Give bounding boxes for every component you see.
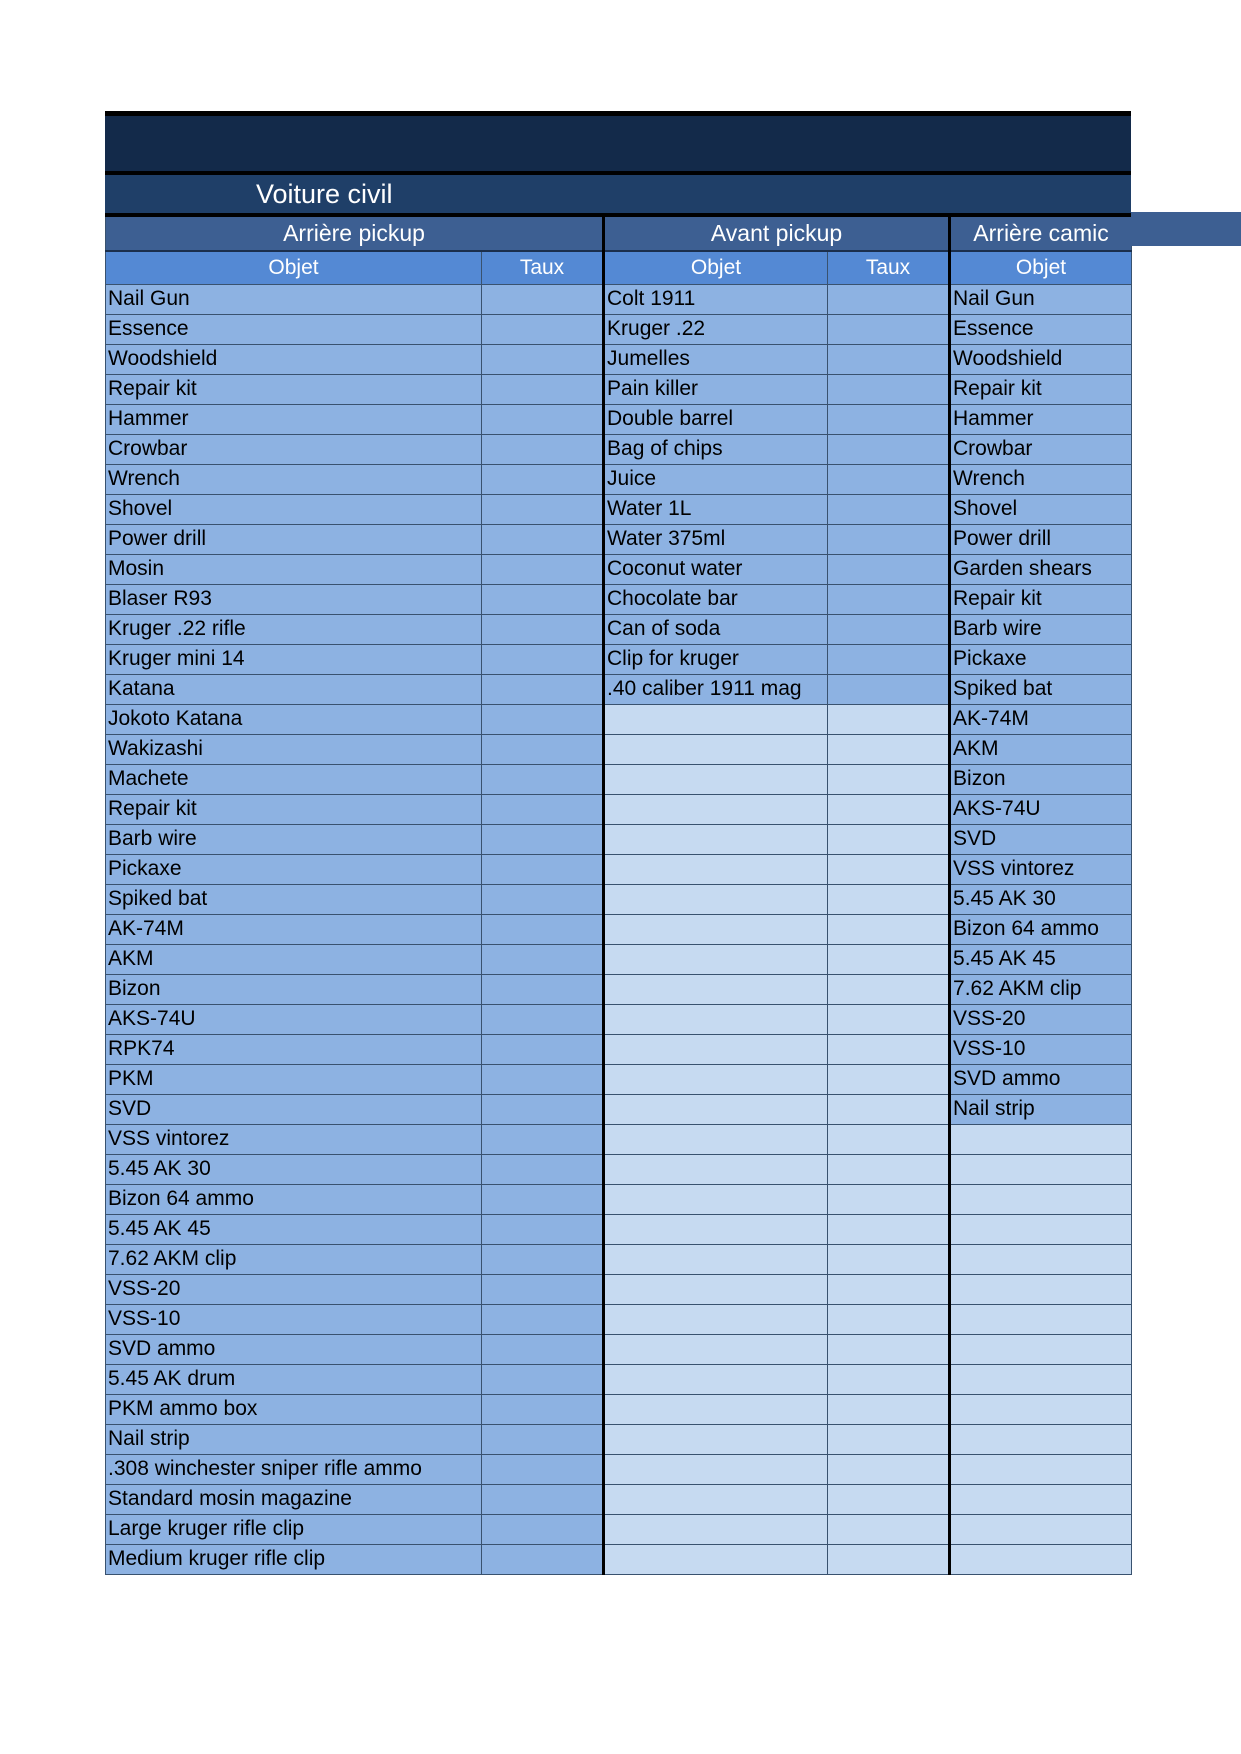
cell-objet[interactable] xyxy=(604,1214,828,1244)
cell-objet[interactable]: Coconut water xyxy=(604,554,828,584)
table-row xyxy=(106,974,1132,1004)
cell-objet[interactable] xyxy=(604,854,828,884)
cell-taux[interactable] xyxy=(482,284,604,314)
cell-objet[interactable] xyxy=(604,1124,828,1154)
column-header-objet[interactable]: Objet xyxy=(604,251,828,284)
cell-taux[interactable] xyxy=(482,1004,604,1034)
cell-taux[interactable] xyxy=(482,404,604,434)
cell-objet[interactable] xyxy=(950,1454,1132,1484)
cell-objet[interactable] xyxy=(604,1154,828,1184)
table-row xyxy=(106,1184,1132,1214)
cell-taux[interactable] xyxy=(828,1364,950,1394)
cell-objet[interactable]: Kruger .22 rifle xyxy=(106,614,482,644)
cell-objet[interactable]: Shovel xyxy=(950,494,1132,524)
table-row xyxy=(106,1514,1132,1544)
cell-taux[interactable] xyxy=(482,824,604,854)
cell-taux[interactable] xyxy=(482,1124,604,1154)
section-title-arriere-camion[interactable]: Arrière camic xyxy=(950,217,1132,251)
cell-objet[interactable]: Wakizashi xyxy=(106,734,482,764)
cell-objet[interactable] xyxy=(604,1454,828,1484)
loot-table xyxy=(105,217,1132,1575)
cell-taux[interactable] xyxy=(482,1394,604,1424)
cell-objet[interactable] xyxy=(604,1004,828,1034)
table-row xyxy=(106,1094,1132,1124)
cell-taux[interactable] xyxy=(482,1034,604,1064)
title-band xyxy=(105,116,1131,175)
cell-objet[interactable]: Nail Gun xyxy=(950,284,1132,314)
cell-objet[interactable]: Power drill xyxy=(950,524,1132,554)
cell-objet[interactable]: 5.45 AK 30 xyxy=(106,1154,482,1184)
cell-objet[interactable]: Nail Gun xyxy=(106,284,482,314)
cell-taux[interactable] xyxy=(482,1304,604,1334)
column-header-objet[interactable]: Objet xyxy=(106,251,482,284)
cell-taux[interactable] xyxy=(482,944,604,974)
cell-objet[interactable]: Hammer xyxy=(106,404,482,434)
cell-objet[interactable] xyxy=(950,1274,1132,1304)
table-row xyxy=(106,1064,1132,1094)
cell-taux[interactable] xyxy=(828,404,950,434)
cell-taux[interactable] xyxy=(482,584,604,614)
cell-objet[interactable]: Jumelles xyxy=(604,344,828,374)
cell-objet[interactable]: Nail strip xyxy=(106,1424,482,1454)
cell-objet[interactable] xyxy=(604,974,828,1004)
cell-objet[interactable]: Water 1L xyxy=(604,494,828,524)
cell-objet[interactable] xyxy=(604,1304,828,1334)
table-row xyxy=(106,344,1132,374)
table-row xyxy=(106,1454,1132,1484)
cell-objet[interactable]: Kruger mini 14 xyxy=(106,644,482,674)
cell-objet[interactable] xyxy=(604,824,828,854)
cell-objet[interactable]: Large kruger rifle clip xyxy=(106,1514,482,1544)
column-header-row xyxy=(106,251,1132,284)
cell-taux[interactable] xyxy=(482,884,604,914)
cell-objet[interactable]: .308 winchester sniper rifle ammo xyxy=(106,1454,482,1484)
cell-taux[interactable] xyxy=(828,314,950,344)
cell-taux[interactable] xyxy=(482,644,604,674)
table-row xyxy=(106,1304,1132,1334)
cell-objet[interactable]: PKM xyxy=(106,1064,482,1094)
cell-objet[interactable]: Mosin xyxy=(106,554,482,584)
cell-taux[interactable] xyxy=(828,1064,950,1094)
column-header-taux[interactable]: Taux xyxy=(828,251,950,284)
cell-objet[interactable]: Clip for kruger xyxy=(604,644,828,674)
table-row xyxy=(106,944,1132,974)
cell-objet[interactable]: VSS vintorez xyxy=(950,854,1132,884)
cell-objet[interactable]: Repair kit xyxy=(106,794,482,824)
cell-taux[interactable] xyxy=(482,854,604,884)
table-row xyxy=(106,854,1132,884)
cell-objet[interactable]: VSS vintorez xyxy=(106,1124,482,1154)
table-row xyxy=(106,1544,1132,1574)
table-row xyxy=(106,494,1132,524)
column-header-taux[interactable]: Taux xyxy=(482,251,604,284)
cell-taux[interactable] xyxy=(828,1094,950,1124)
section-title-avant-pickup[interactable]: Avant pickup xyxy=(604,217,950,251)
table-row xyxy=(106,404,1132,434)
cell-objet[interactable]: Nail strip xyxy=(950,1094,1132,1124)
cell-objet[interactable] xyxy=(604,794,828,824)
cell-objet[interactable]: Hammer xyxy=(950,404,1132,434)
cell-taux[interactable] xyxy=(482,794,604,824)
cell-taux[interactable] xyxy=(828,1154,950,1184)
cell-objet[interactable]: Bizon xyxy=(950,764,1132,794)
cell-taux[interactable] xyxy=(828,1484,950,1514)
cell-objet[interactable]: Woodshield xyxy=(106,344,482,374)
cell-objet[interactable]: Jokoto Katana xyxy=(106,704,482,734)
cell-taux[interactable] xyxy=(828,1454,950,1484)
cell-taux[interactable] xyxy=(828,434,950,464)
cell-objet[interactable]: Katana xyxy=(106,674,482,704)
section-header-row xyxy=(106,217,1132,251)
cell-objet[interactable] xyxy=(604,734,828,764)
cell-taux[interactable] xyxy=(828,884,950,914)
cell-objet[interactable]: 5.45 AK 45 xyxy=(106,1214,482,1244)
cell-objet[interactable]: SVD xyxy=(106,1094,482,1124)
cell-objet[interactable] xyxy=(604,1334,828,1364)
table-row xyxy=(106,704,1132,734)
cell-objet[interactable]: Garden shears xyxy=(950,554,1132,584)
table-row xyxy=(106,1334,1132,1364)
cell-objet[interactable] xyxy=(604,944,828,974)
cell-taux[interactable] xyxy=(482,524,604,554)
cell-objet[interactable]: Barb wire xyxy=(106,824,482,854)
cell-taux[interactable] xyxy=(828,854,950,884)
cell-objet[interactable] xyxy=(604,1364,828,1394)
cell-taux[interactable] xyxy=(482,674,604,704)
cell-taux[interactable] xyxy=(482,314,604,344)
cell-objet[interactable]: Crowbar xyxy=(106,434,482,464)
table-row xyxy=(106,374,1132,404)
cell-objet[interactable]: Essence xyxy=(106,314,482,344)
cell-objet[interactable]: SVD xyxy=(950,824,1132,854)
cell-objet[interactable] xyxy=(604,914,828,944)
cell-taux[interactable] xyxy=(828,494,950,524)
cell-objet[interactable] xyxy=(950,1424,1132,1454)
cell-objet[interactable] xyxy=(604,1514,828,1544)
cell-taux[interactable] xyxy=(828,734,950,764)
cell-taux[interactable] xyxy=(828,974,950,1004)
cell-objet[interactable] xyxy=(604,1544,828,1574)
cell-taux[interactable] xyxy=(482,614,604,644)
spreadsheet xyxy=(105,111,1131,1575)
cell-objet[interactable]: Standard mosin magazine xyxy=(106,1484,482,1514)
cell-objet[interactable]: PKM ammo box xyxy=(106,1394,482,1424)
table-row xyxy=(106,1244,1132,1274)
cell-objet[interactable] xyxy=(604,764,828,794)
cell-taux[interactable] xyxy=(482,554,604,584)
cell-taux[interactable] xyxy=(482,1214,604,1244)
cell-taux[interactable] xyxy=(828,1124,950,1154)
cell-objet[interactable] xyxy=(950,1244,1132,1274)
table-row xyxy=(106,1274,1132,1304)
cell-taux[interactable] xyxy=(482,1184,604,1214)
table-row xyxy=(106,914,1132,944)
cell-objet[interactable]: 5.45 AK 30 xyxy=(950,884,1132,914)
cell-objet[interactable]: Juice xyxy=(604,464,828,494)
cell-objet[interactable]: Colt 1911 xyxy=(604,284,828,314)
cell-objet[interactable]: Bizon 64 ammo xyxy=(950,914,1132,944)
table-row xyxy=(106,1154,1132,1184)
cell-taux[interactable] xyxy=(828,1214,950,1244)
cell-objet[interactable]: 7.62 AKM clip xyxy=(950,974,1132,1004)
cell-taux[interactable] xyxy=(482,434,604,464)
cell-taux[interactable] xyxy=(482,1274,604,1304)
cell-taux[interactable] xyxy=(828,614,950,644)
cell-objet[interactable]: VSS-20 xyxy=(950,1004,1132,1034)
cell-taux[interactable] xyxy=(828,1244,950,1274)
cell-objet[interactable] xyxy=(604,704,828,734)
cell-taux[interactable] xyxy=(828,1004,950,1034)
cell-taux[interactable] xyxy=(482,914,604,944)
cell-taux[interactable] xyxy=(828,464,950,494)
cell-objet[interactable]: VSS-20 xyxy=(106,1274,482,1304)
table-row xyxy=(106,314,1132,344)
cell-taux[interactable] xyxy=(828,284,950,314)
cell-objet[interactable]: Shovel xyxy=(106,494,482,524)
cell-objet[interactable]: Blaser R93 xyxy=(106,584,482,614)
cell-taux[interactable] xyxy=(482,1064,604,1094)
cell-objet[interactable] xyxy=(604,1484,828,1514)
cell-objet[interactable] xyxy=(950,1154,1132,1184)
cell-objet[interactable]: Wrench xyxy=(950,464,1132,494)
cell-taux[interactable] xyxy=(828,1274,950,1304)
cell-objet[interactable]: .40 caliber 1911 mag xyxy=(604,674,828,704)
cell-objet[interactable]: Bag of chips xyxy=(604,434,828,464)
cell-taux[interactable] xyxy=(482,1334,604,1364)
cell-objet[interactable] xyxy=(950,1304,1132,1334)
table-row xyxy=(106,734,1132,764)
sheet-subtitle-row xyxy=(105,175,1131,217)
cell-taux[interactable] xyxy=(828,1394,950,1424)
table-row xyxy=(106,1124,1132,1154)
cell-objet[interactable]: Repair kit xyxy=(950,374,1132,404)
cell-objet[interactable]: Pickaxe xyxy=(106,854,482,884)
cell-taux[interactable] xyxy=(828,1184,950,1214)
table-row xyxy=(106,614,1132,644)
cell-taux[interactable] xyxy=(482,494,604,524)
cell-objet[interactable]: Woodshield xyxy=(950,344,1132,374)
cell-taux[interactable] xyxy=(482,1094,604,1124)
cell-taux[interactable] xyxy=(828,764,950,794)
cell-taux[interactable] xyxy=(482,1484,604,1514)
cell-objet[interactable] xyxy=(950,1214,1132,1244)
cell-objet[interactable]: AK-74M xyxy=(950,704,1132,734)
cell-taux[interactable] xyxy=(828,584,950,614)
table-row xyxy=(106,1424,1132,1454)
cell-taux[interactable] xyxy=(482,1514,604,1544)
cell-taux[interactable] xyxy=(828,1544,950,1574)
cell-objet[interactable]: VSS-10 xyxy=(106,1304,482,1334)
cell-objet[interactable] xyxy=(950,1334,1132,1364)
cell-taux[interactable] xyxy=(828,644,950,674)
cell-taux[interactable] xyxy=(482,464,604,494)
cell-objet[interactable]: Repair kit xyxy=(106,374,482,404)
cell-objet[interactable]: RPK74 xyxy=(106,1034,482,1064)
cell-taux[interactable] xyxy=(828,794,950,824)
cell-objet[interactable] xyxy=(604,1064,828,1094)
table-row xyxy=(106,464,1132,494)
cell-objet[interactable]: Repair kit xyxy=(950,584,1132,614)
cell-taux[interactable] xyxy=(828,704,950,734)
cell-objet[interactable] xyxy=(604,1034,828,1064)
table-row xyxy=(106,644,1132,674)
table-row xyxy=(106,1484,1132,1514)
table-row xyxy=(106,1364,1132,1394)
cell-objet[interactable] xyxy=(950,1484,1132,1514)
cell-taux[interactable] xyxy=(828,374,950,404)
cell-objet[interactable]: AKM xyxy=(106,944,482,974)
cell-taux[interactable] xyxy=(828,824,950,854)
sheet-subtitle: Voiture civil xyxy=(256,179,393,209)
column-header-objet[interactable]: Objet xyxy=(950,251,1132,284)
section-title-arriere-pickup[interactable]: Arrière pickup xyxy=(106,217,604,251)
cell-objet[interactable]: Essence xyxy=(950,314,1132,344)
cell-taux[interactable] xyxy=(828,344,950,374)
cell-taux[interactable] xyxy=(828,674,950,704)
cell-taux[interactable] xyxy=(482,974,604,1004)
table-row xyxy=(106,884,1132,914)
table-row xyxy=(106,434,1132,464)
cell-objet[interactable]: SVD ammo xyxy=(106,1334,482,1364)
cell-objet[interactable]: Spiked bat xyxy=(106,884,482,914)
cell-taux[interactable] xyxy=(828,1424,950,1454)
cell-objet[interactable]: Bizon 64 ammo xyxy=(106,1184,482,1214)
cell-objet[interactable] xyxy=(604,1274,828,1304)
cell-taux[interactable] xyxy=(482,344,604,374)
cell-objet[interactable] xyxy=(604,1424,828,1454)
cell-taux[interactable] xyxy=(482,734,604,764)
cell-objet[interactable] xyxy=(950,1184,1132,1214)
cell-objet[interactable] xyxy=(950,1544,1132,1574)
cell-objet[interactable]: Double barrel xyxy=(604,404,828,434)
cell-objet[interactable]: Chocolate bar xyxy=(604,584,828,614)
table-row xyxy=(106,1004,1132,1034)
cell-objet[interactable]: Spiked bat xyxy=(950,674,1132,704)
cell-taux[interactable] xyxy=(482,1364,604,1394)
cell-objet[interactable]: Pain killer xyxy=(604,374,828,404)
cell-objet[interactable]: Crowbar xyxy=(950,434,1132,464)
cell-taux[interactable] xyxy=(828,554,950,584)
cell-taux[interactable] xyxy=(828,914,950,944)
cell-taux[interactable] xyxy=(828,1034,950,1064)
cell-objet[interactable]: AKS-74U xyxy=(106,1004,482,1034)
cell-objet[interactable]: SVD ammo xyxy=(950,1064,1132,1094)
cell-objet[interactable]: Barb wire xyxy=(950,614,1132,644)
cell-taux[interactable] xyxy=(482,374,604,404)
header-overflow-cell xyxy=(1131,212,1241,246)
table-row xyxy=(106,1214,1132,1244)
cell-taux[interactable] xyxy=(482,1454,604,1484)
cell-taux[interactable] xyxy=(828,1514,950,1544)
cell-objet[interactable]: Kruger .22 xyxy=(604,314,828,344)
cell-objet[interactable] xyxy=(604,1184,828,1214)
cell-objet[interactable]: AKM xyxy=(950,734,1132,764)
table-row xyxy=(106,794,1132,824)
cell-objet[interactable]: AKS-74U xyxy=(950,794,1132,824)
cell-taux[interactable] xyxy=(828,944,950,974)
cell-objet[interactable] xyxy=(604,1394,828,1424)
cell-objet[interactable]: Machete xyxy=(106,764,482,794)
cell-taux[interactable] xyxy=(482,1544,604,1574)
table-row xyxy=(106,764,1132,794)
cell-objet[interactable] xyxy=(950,1514,1132,1544)
cell-taux[interactable] xyxy=(828,524,950,554)
table-row xyxy=(106,554,1132,584)
cell-objet[interactable]: 5.45 AK drum xyxy=(106,1364,482,1394)
cell-taux[interactable] xyxy=(482,1154,604,1184)
cell-taux[interactable] xyxy=(482,764,604,794)
cell-objet[interactable] xyxy=(604,884,828,914)
cell-objet[interactable]: Power drill xyxy=(106,524,482,554)
table-row xyxy=(106,284,1132,314)
cell-objet[interactable]: Can of soda xyxy=(604,614,828,644)
cell-objet[interactable]: AK-74M xyxy=(106,914,482,944)
cell-objet[interactable]: Wrench xyxy=(106,464,482,494)
cell-objet[interactable]: 5.45 AK 45 xyxy=(950,944,1132,974)
cell-objet[interactable]: Medium kruger rifle clip xyxy=(106,1544,482,1574)
cell-objet[interactable] xyxy=(604,1094,828,1124)
cell-taux[interactable] xyxy=(482,704,604,734)
cell-taux[interactable] xyxy=(828,1334,950,1364)
cell-objet[interactable] xyxy=(950,1364,1132,1394)
cell-objet[interactable] xyxy=(950,1394,1132,1424)
table-row xyxy=(106,1034,1132,1064)
cell-taux[interactable] xyxy=(482,1244,604,1274)
cell-objet[interactable] xyxy=(950,1124,1132,1154)
table-row xyxy=(106,584,1132,614)
cell-objet[interactable]: 7.62 AKM clip xyxy=(106,1244,482,1274)
table-row xyxy=(106,524,1132,554)
cell-objet[interactable]: Pickaxe xyxy=(950,644,1132,674)
table-row xyxy=(106,1394,1132,1424)
cell-objet[interactable]: Bizon xyxy=(106,974,482,1004)
cell-taux[interactable] xyxy=(828,1304,950,1334)
table-row xyxy=(106,674,1132,704)
cell-taux[interactable] xyxy=(482,1424,604,1454)
cell-objet[interactable]: VSS-10 xyxy=(950,1034,1132,1064)
cell-objet[interactable]: Water 375ml xyxy=(604,524,828,554)
cell-objet[interactable] xyxy=(604,1244,828,1274)
table-row xyxy=(106,824,1132,854)
